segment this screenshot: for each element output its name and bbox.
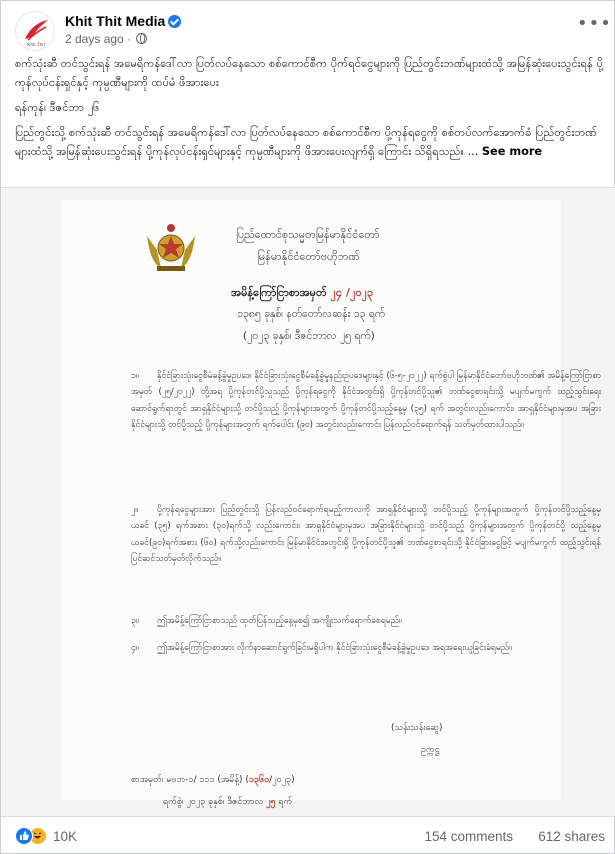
khit-thit-logo-icon xyxy=(16,12,55,51)
document-paragraph xyxy=(131,502,601,567)
post-paragraph xyxy=(15,123,603,161)
paragraph-text: ဤအမိန့်ကြော်ငြာစာအား လိုက်နာဆောင်ရွက်ခြင်းမရှိပါက နိုင်ငံခြားသုံးငွေစီမံခန့်ခွဲမှုဥပဒေ အရအရေးယူခြင်းခံရမည်။ xyxy=(157,643,512,653)
paragraph-number: ၁။ xyxy=(131,371,139,381)
document-paragraph xyxy=(131,613,601,629)
reference-date-prefix: ရက်စွဲ၊ ၂၀၂၃ ခုနှစ်၊ ဒီဇင်ဘာလ xyxy=(163,797,264,807)
reference-suffix: /၂၀၂၃) xyxy=(269,775,295,785)
author-name[interactable] xyxy=(65,13,181,29)
reaction-count[interactable]: 10K xyxy=(53,829,78,844)
globe-icon xyxy=(136,33,147,44)
announcement-number-value: ၂၄ /၂၀၂၃ xyxy=(330,286,374,299)
post-headline: စက်သုံးဆီ တင်သွင်းရန် အမေရိကန်ဒေါ်လာ ပြတ်လပ်နေသော စစ်ကောင်စီက ပိုက်ရင်ငွေများကို ပြည်တွင်းဘဏ်များထံသို့ အမြန်ဆုံးပေးသွင်းရန် ပို့ကုန်လုပ်ငန်းရှင်နှင့် ကုမ္ပဏီများကို ထပ်မံ ဖိအားပေး xyxy=(15,57,603,89)
post-engagement-bar xyxy=(15,825,605,849)
shares-count[interactable]: 612 shares xyxy=(538,829,605,844)
announcement-label: အမိန့်ကြော်ငြာစာအမှတ် xyxy=(231,286,327,299)
document-paragraph xyxy=(131,368,601,433)
verified-badge-icon xyxy=(168,15,181,28)
document-reference xyxy=(131,774,295,787)
document-date-gregorian: (၂၀၂၃ ခုနှစ်၊ ဒီဇင်ဘာလ ၂၅ ရက်) xyxy=(243,330,375,342)
document-date-myanmar: ၁၃၈၅ ခုနှစ်၊ နတ်တော်လဆန်း ၁၃ ရက် xyxy=(237,308,386,320)
more-options-button[interactable]: ••• xyxy=(577,13,612,34)
paragraph-text: ပို့ကုန်ရငွေများအား ပြည်တွင်းသို့ ပြန်လည်ဝင်ရောက်ရမည့်ကာလကို အာရှနိုင်ငံများသို့ တင်ပို့သည့် ပို့ကုန်များအတွက် ပို့ကုန်တင်ပို့သည့်နေ့မှ ယခင် (၃၅) ရက်အစား (၃၀)ရက်သို့ လည်းကောင်း၊ အာရှနိုင်ငံများမှအပ အခြားနိုင်ငံများသို့ တင်ပို့သည့် ပို့ကုန်များအတွက် ပို့ကုန်တင်ပို့ သည့်နေ့မှ ယခင်(၉၀)ရက်အစား (၆၀) ရက်သို့လည်းကောင်း မြန်မာနိုင်ငံအတွင်းရှိ ပို့ကုန်တင်ပို့သူ၏ ဘဏ်ငွေစာရင်းသို့ နိုင်ငံခြားငွေဖြင့် မပျက်မကွက် ထည့်သွင်းရန် ပြင်ဆင်သတ်မှတ်လိုက်သည်။ xyxy=(131,505,601,564)
paragraph-number: ၂။ xyxy=(131,505,138,515)
paragraph-text: နိုင်ငံခြားသုံးငွေစီမံခန့်ခွဲမှုဥပဒေ၊ နိုင်ငံခြားသုံးငွေစီမံခန့်ခွဲမှုနည်းဥပဒေများနှင့် (၆-၅-၂၀၂၂) ရက်စွဲပါ မြန်မာနိုင်ငံတော်ဗဟိုဘဏ်၏ အမိန့်ကြော်ငြာစာအမှတ် (၂၅/၂၀၂၂) တို့အရ ပို့ကုန်တင်ပို့သူသည် ပို့ကုန်ရငွေကို နိုင်ငံအတွင်းရှိ ပို့ကုန်တင်ပို့သူ၏ ဘဏ်ငွေစာရင်းသို့ မပျက်မကွက် ထည့်သွင်းရေး ဆောင်ရွက်ရာတွင် အာရှနိုင်ငံများသို့ တင်ပို့သည့် ပို့ကုန်များအတွက် ပို့ကုန်တင်ပို့သည့်နေ့မှ (၃၅) ရက် အတွင်းလည်းကောင်း၊ အာရှနိုင်ငံများမှအပ အခြားနိုင်ငံများသို့ တင်ပို့သည့် ပို့ကုန်များအတွက် ရက်ပေါင်း (၉၀) အတွင်းလည်းကောင်း ပြန်လည်ဝင်ရောက်ရန် သတ်မှတ်ထားပါသည်။ xyxy=(131,371,601,430)
comments-count[interactable]: 154 comments xyxy=(424,829,513,844)
announcement-document xyxy=(61,200,601,807)
state-emblem-icon xyxy=(143,222,199,274)
reference-label: စာအမှတ်၊ မဗဘ-၁/ ၁၁၁ (အမိန့်) ( xyxy=(131,775,249,785)
paragraph-number: ၃။ xyxy=(131,616,139,626)
post-body xyxy=(15,54,603,167)
page-avatar[interactable] xyxy=(15,11,55,51)
post-header xyxy=(15,11,612,51)
post-paragraph-text: ပြည်တွင်းသို့ စက်သုံးဆီ တင်သွင်းရန် အမေရိကန်ဒေါ်လာ ပြတ်လပ်နေသော စစ်ကောင်စီက ပို့ကုန်ရငွေကို စစ်တပ်လက်အောက်ခံ ပြည်တွင်းဘဏ်များထံသို့ အမြန်ဆုံးပေးသွင်းရန် ပို့ကုန်လုပ်ငန်းရှင်များနှင့် ကုမ္ပဏီများကို ဖိအားပေးလျက်ရှိ ကြောင်း သိရှိရသည်။ ... xyxy=(15,126,597,158)
post-time[interactable]: 2 days ago xyxy=(65,32,124,46)
svg-text:Khit Thit: Khit Thit xyxy=(27,43,45,48)
author-name-text[interactable]: Khit Thit Media xyxy=(65,13,166,29)
document-header-bank: မြန်မာနိုင်ငံတော်ဗဟိုဘဏ် xyxy=(257,250,360,263)
reference-date-day: ၂၅ xyxy=(265,797,276,807)
document-header-country: ပြည်ထောင်စုသမ္မတမြန်မာနိုင်ငံတော် xyxy=(236,228,380,241)
reference-number: ၁၃၆၀ xyxy=(248,775,270,785)
signatory-name: (သန်းသန်းဆွေ) xyxy=(391,723,443,733)
announcement-number xyxy=(231,286,373,302)
see-more-link[interactable]: See more xyxy=(481,145,543,158)
document-paragraph xyxy=(131,640,601,656)
post-meta: 2 days ago · xyxy=(65,32,147,46)
document-reference-date xyxy=(163,796,292,809)
like-icon[interactable] xyxy=(15,827,33,845)
reference-date-suffix: ရက် xyxy=(278,797,293,807)
post-image[interactable] xyxy=(1,187,615,817)
post-dateline: ရန်ကုန်၊ ဒီဇင်ဘာ ၂၆ xyxy=(15,101,100,114)
paragraph-number: ၄။ xyxy=(131,643,139,653)
paragraph-text: ဤအမိန့်ကြော်ငြာစာသည် ထုတ်ပြန်သည့်နေ့မှစ၍ အကျိုးသက်ရောက်စေရမည်။ xyxy=(157,616,402,626)
signatory-title: ဥက္ကဋ္ဌ xyxy=(421,745,440,755)
